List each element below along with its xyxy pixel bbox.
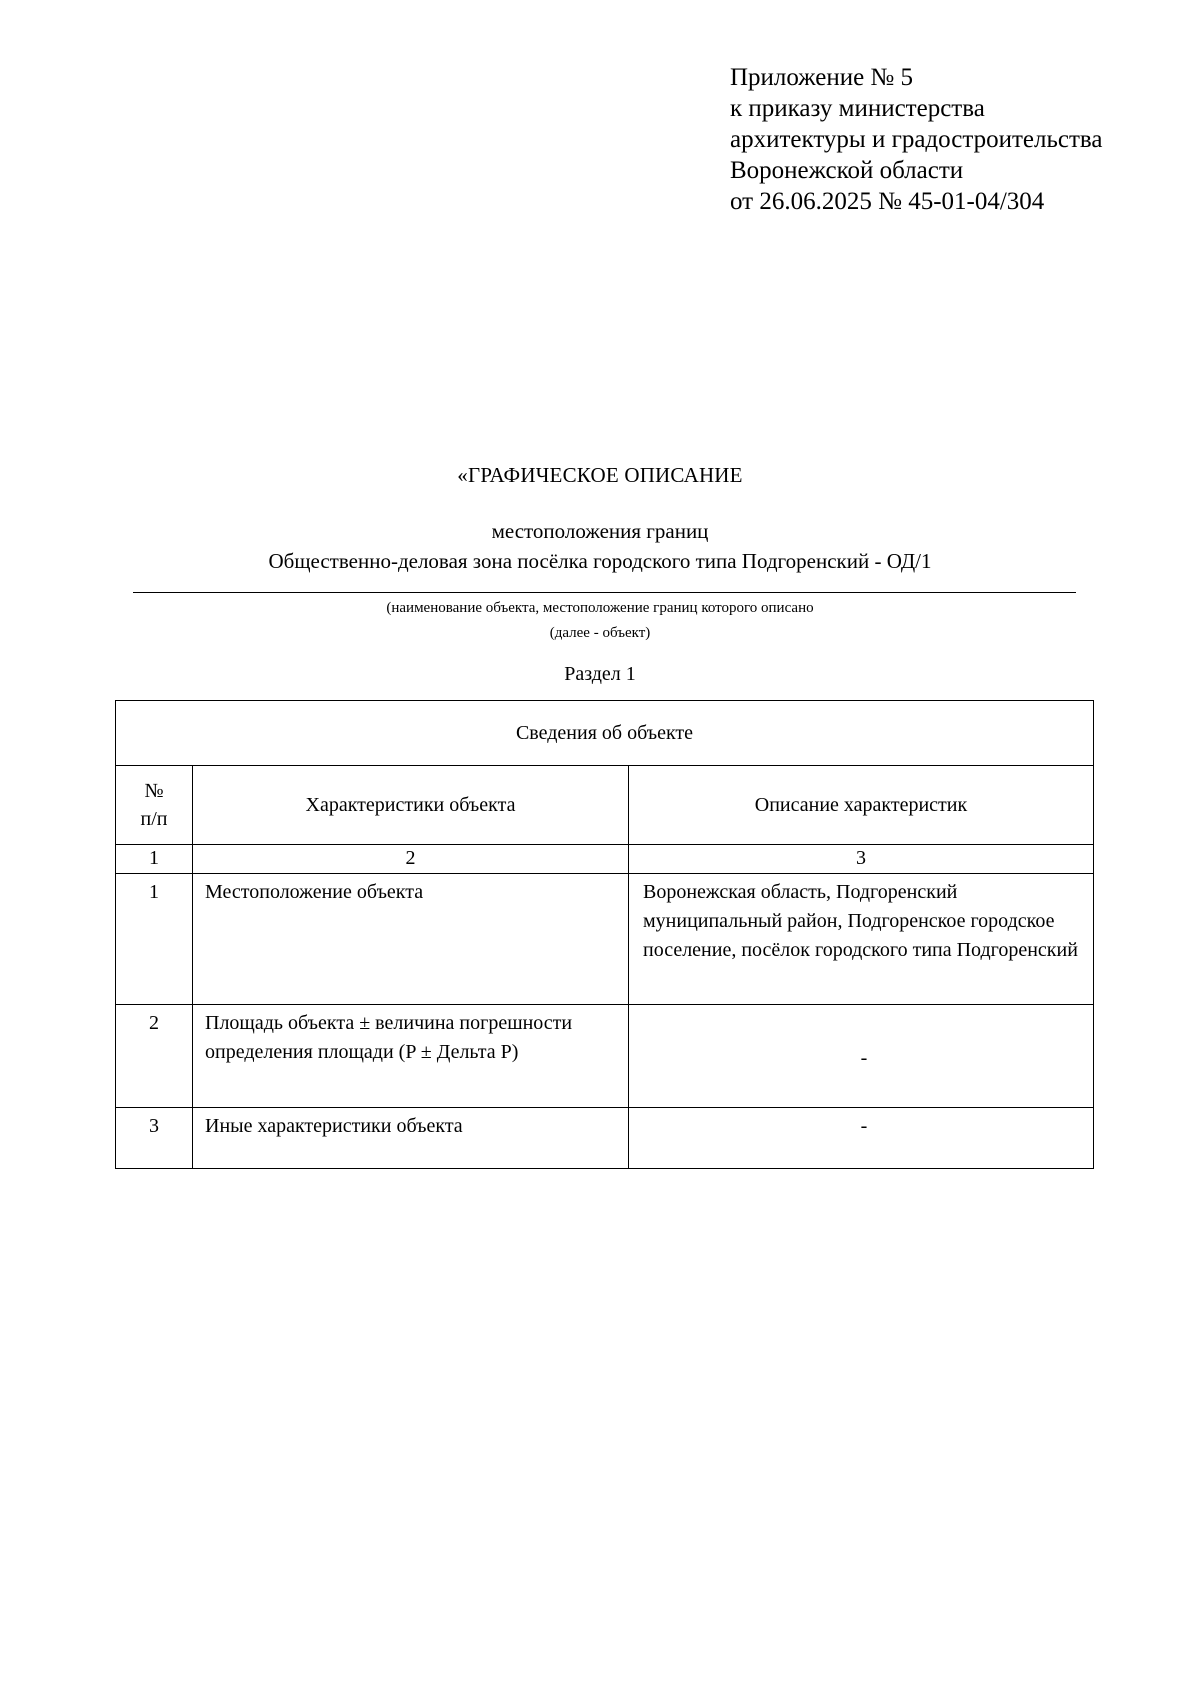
table-row (116, 874, 1094, 1005)
table-header-row (116, 766, 1094, 845)
row-number: 1 (116, 874, 193, 1005)
table-caption-row (116, 701, 1094, 766)
header-number-line1: № (144, 780, 164, 802)
object-name-hint-continued: (далее - объект) (549, 625, 651, 641)
header-number-line2: п/п (140, 808, 168, 830)
object-name-underline (133, 592, 1076, 593)
appendix-block (730, 62, 1102, 217)
row-characteristic: Площадь объекта ± величина погрешности определения площади (P ± Дельта P) (193, 1005, 629, 1108)
row-characteristic: Местоположение объекта (193, 874, 629, 1005)
header-characteristic: Характеристики объекта (193, 766, 629, 845)
table-caption: Сведения об объекте (116, 701, 1094, 766)
appendix-line: от 26.06.2025 № 45-01-04/304 (730, 188, 1045, 215)
appendix-line: архитектуры и градостроительства (730, 126, 1103, 153)
header-description: Описание характеристик (629, 766, 1094, 845)
row-description: Воронежская область, Подгоренский муниципальный район, Подгоренское городское поселение, посёлок городского типа Подгоренский (629, 874, 1094, 1005)
object-name: Общественно-деловая зона посёлка городского типа Подгоренский - ОД/1 (268, 549, 932, 573)
object-info-table (115, 700, 1094, 1169)
row-number: 2 (116, 1005, 193, 1108)
column-index: 3 (629, 845, 1094, 874)
object-name-hint: (наименование объекта, местоположение границ которого описано (386, 600, 814, 616)
section-label: Раздел 1 (564, 663, 636, 685)
table-row (116, 1108, 1094, 1169)
appendix-line: Приложение № 5 (730, 64, 914, 91)
table-index-row (116, 845, 1094, 874)
column-index: 2 (193, 845, 629, 874)
row-characteristic: Иные характеристики объекта (193, 1108, 629, 1169)
row-description: - (629, 1005, 1094, 1108)
table-row (116, 1005, 1094, 1108)
document-title: «ГРАФИЧЕСКОЕ ОПИСАНИЕ (457, 463, 743, 487)
document-subtitle: местоположения границ (491, 519, 709, 543)
column-index: 1 (116, 845, 193, 874)
appendix-line: к приказу министерства (730, 95, 985, 122)
row-description: - (629, 1108, 1094, 1169)
row-number: 3 (116, 1108, 193, 1169)
appendix-line: Воронежской области (730, 157, 964, 184)
header-number (116, 766, 193, 845)
